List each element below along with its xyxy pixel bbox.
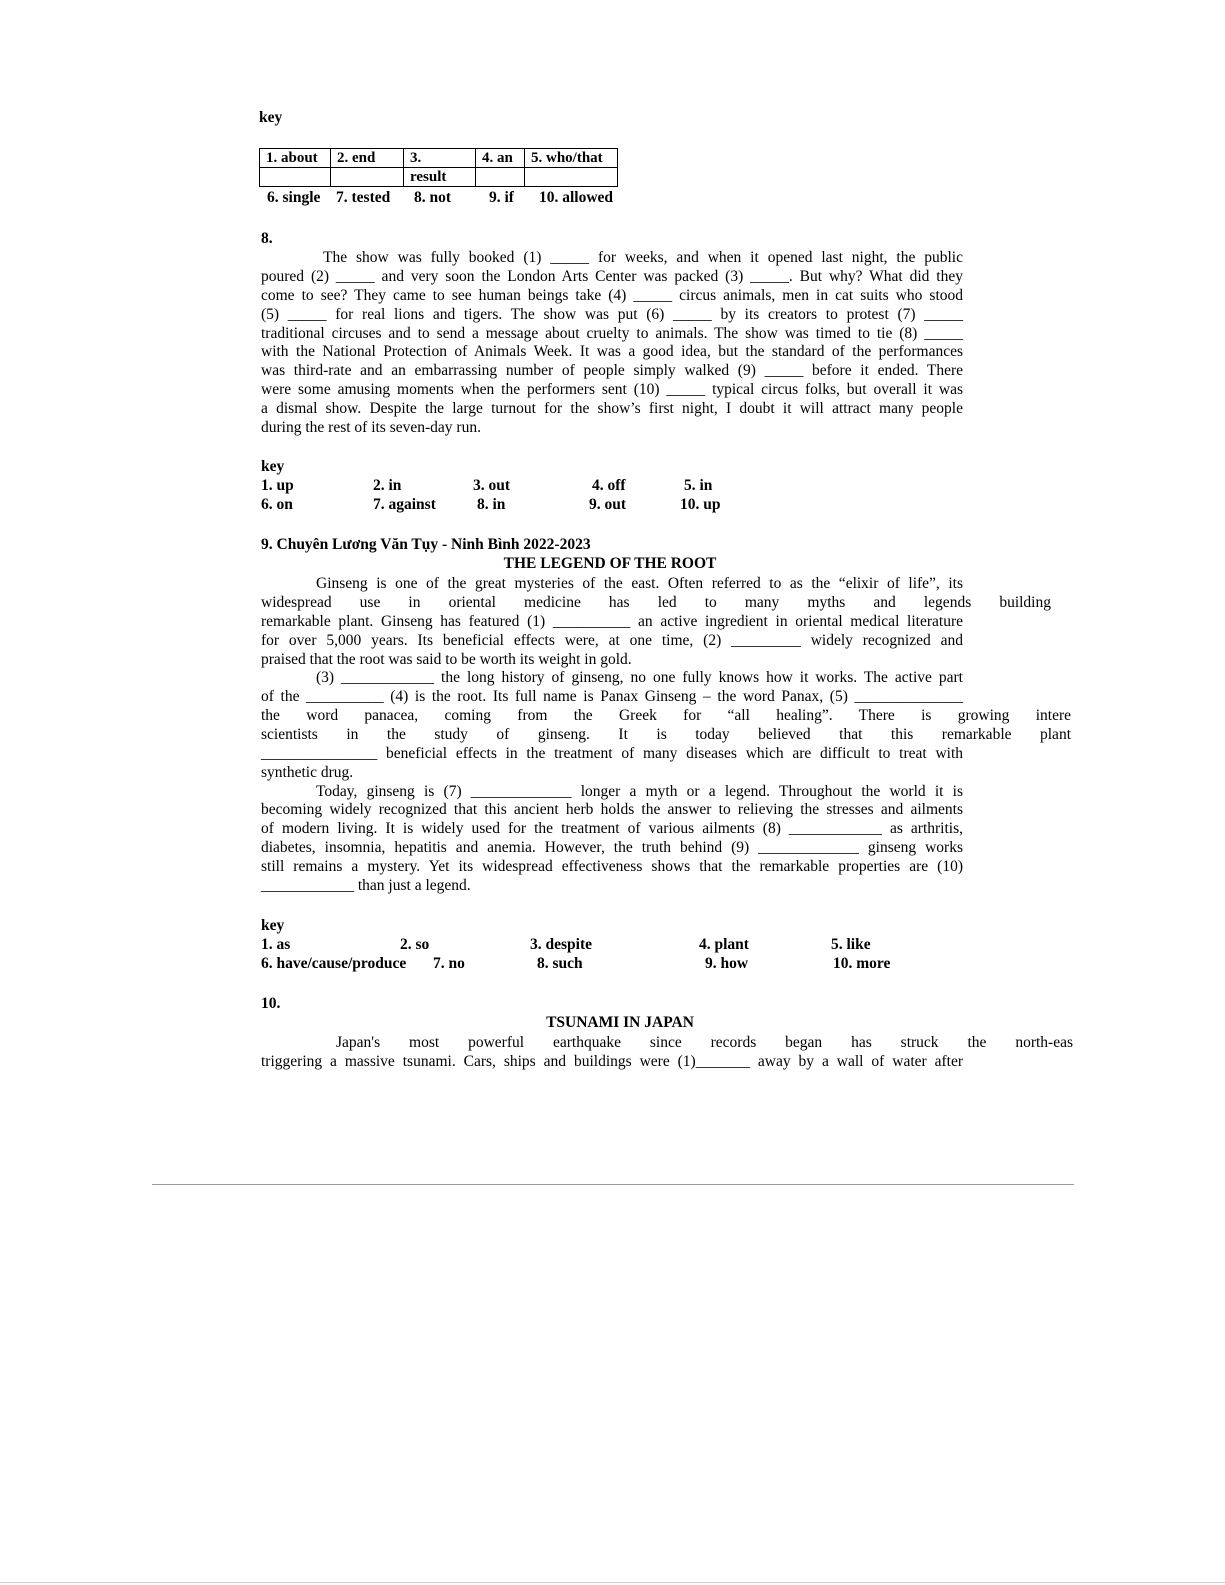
key-item: 1. up xyxy=(261,477,294,494)
key-item: 7. no xyxy=(433,955,465,972)
table-cell: 4. an xyxy=(476,149,525,168)
paragraph-line: ____________ than just a legend. xyxy=(261,877,471,894)
section8-number: 8. xyxy=(261,230,273,247)
paragraph-line: was third-rate and an embarrassing number of people simply walked (9) _____ before it ended. There xyxy=(261,362,963,379)
key-item: 4. plant xyxy=(699,936,749,953)
key-item: 6. on xyxy=(261,496,293,513)
table-cell: 5. who/that xyxy=(525,149,618,168)
table-cell: 3. xyxy=(404,149,476,168)
key-item: 9. if xyxy=(489,189,514,206)
paragraph-line: Ginseng is one of the great mysteries of the east. Often referred to as the “elixir of life”, its xyxy=(316,575,963,592)
key-item: 7. against xyxy=(373,496,436,513)
table-row xyxy=(260,168,618,187)
paragraph-line: scientists in the study of ginseng. It is today believed that this remarkable plant xyxy=(261,726,1071,743)
paragraph-line: synthetic drug. xyxy=(261,764,354,781)
key-item: 8. in xyxy=(477,496,506,513)
paragraph-line: widespread use in oriental medicine has led to many myths and legends building xyxy=(261,594,1051,611)
section10-number: 10. xyxy=(261,995,281,1012)
table-cell: 1. about xyxy=(260,149,331,168)
key-item: 7. tested xyxy=(336,189,391,206)
table-row xyxy=(260,149,618,168)
paragraph-line: of modern living. It is widely used for the treatment of various ailments (8) ____________ as arthritis, xyxy=(261,820,963,837)
paragraph-line: the word panacea, coming from the Greek for “all healing”. There is growing intere xyxy=(261,707,1071,724)
section7-key-table xyxy=(259,148,618,187)
key-item: 10. up xyxy=(680,496,721,513)
paragraph-line: (3) ____________ the long history of ginseng, no one fully knows how it works. The active part xyxy=(316,669,963,686)
key-item: 2. in xyxy=(373,477,402,494)
paragraph-line: Today, ginseng is (7) _____________ longer a myth or a legend. Throughout the world it is xyxy=(316,783,963,800)
paragraph-line: becoming widely recognized that this ancient herb holds the answer to relieving the stresses and ailments xyxy=(261,801,963,818)
paragraph-line: _______________ beneficial effects in the treatment of many diseases which are difficult to treat with xyxy=(261,745,963,762)
paragraph-line: remarkable plant. Ginseng has featured (1) __________ an active ingredient in oriental medical literature xyxy=(261,613,963,630)
key-item: 8. such xyxy=(537,955,583,972)
bottom-divider xyxy=(0,1582,1225,1583)
paragraph-line: triggering a massive tsunami. Cars, ships and buildings were (1)_______ away by a wall of water after xyxy=(261,1053,963,1070)
paragraph-line: for over 5,000 years. Its beneficial effects were, at one time, (2) _________ widely recognized and xyxy=(261,632,963,649)
paragraph-line: with the National Protection of Animals Week. It was a good idea, but the standard of the performances xyxy=(261,343,963,360)
section9-heading: 9. Chuyên Lương Văn Tụy - Ninh Bình 2022-2023 xyxy=(261,536,591,553)
key-item: 1. as xyxy=(261,936,291,953)
section8-key-heading: key xyxy=(261,458,285,475)
paragraph-line: The show was fully booked (1) _____ for weeks, and when it opened last night, the public xyxy=(323,249,963,266)
table-cell xyxy=(525,168,618,187)
paragraph-line: Japan's most powerful earthquake since records began has struck the north-eas xyxy=(336,1034,1073,1051)
paragraph-line: (5) _____ for real lions and tigers. The show was put (6) _____ by its creators to protest (7) _____ xyxy=(261,306,963,323)
paragraph-line: still remains a mystery. Yet its widespread effectiveness shows that the remarkable properties are (10) xyxy=(261,858,963,875)
table-cell xyxy=(260,168,331,187)
paragraph-line: of the __________ (4) is the root. Its full name is Panax Ginseng – the word Panax, (5) ______________ xyxy=(261,688,963,705)
page-divider xyxy=(152,1184,1074,1185)
paragraph-line: during the rest of its seven-day run. xyxy=(261,419,481,436)
paragraph-line: diabetes, insomnia, hepatitis and anemia. However, the truth behind (9) _____________ ginseng works xyxy=(261,839,963,856)
key-item: 10. more xyxy=(833,955,891,972)
paragraph-line: come to see? They came to see human beings take (4) _____ circus animals, men in cat suits who stood xyxy=(261,287,963,304)
paragraph-line: traditional circuses and to send a message about cruelty to animals. The show was timed to tie (8) _____ xyxy=(261,325,963,342)
key-item: 3. out xyxy=(473,477,511,494)
key-item: 5. like xyxy=(831,936,871,953)
key-item: 10. allowed xyxy=(539,189,614,206)
section9-key-heading: key xyxy=(261,917,285,934)
key-item: 5. in xyxy=(684,477,713,494)
section10-title: TSUNAMI IN JAPAN xyxy=(546,1014,694,1031)
paragraph-line: poured (2) _____ and very soon the London Arts Center was packed (3) _____. But why? What did they xyxy=(261,268,963,285)
key-item: 6. single xyxy=(267,189,321,206)
key-item: 4. off xyxy=(592,477,626,494)
table-cell: result xyxy=(404,168,476,187)
section7-key-heading: key xyxy=(259,109,283,126)
table-cell: 2. end xyxy=(331,149,404,168)
key-item: 8. not xyxy=(414,189,452,206)
section9-title: THE LEGEND OF THE ROOT xyxy=(503,555,717,572)
key-item: 6. have/cause/produce xyxy=(261,955,407,972)
table-cell xyxy=(331,168,404,187)
key-item: 2. so xyxy=(400,936,430,953)
paragraph-line: praised that the root was said to be worth its weight in gold. xyxy=(261,651,632,668)
table-cell xyxy=(476,168,525,187)
key-item: 9. how xyxy=(705,955,749,972)
key-item: 3. despite xyxy=(530,936,592,953)
key-item: 9. out xyxy=(589,496,627,513)
paragraph-line: a dismal show. Despite the large turnout for the show’s first night, I doubt it will attract many people xyxy=(261,400,963,417)
paragraph-line: were some amusing moments when the performers sent (10) _____ typical circus folks, but overall it was xyxy=(261,381,963,398)
